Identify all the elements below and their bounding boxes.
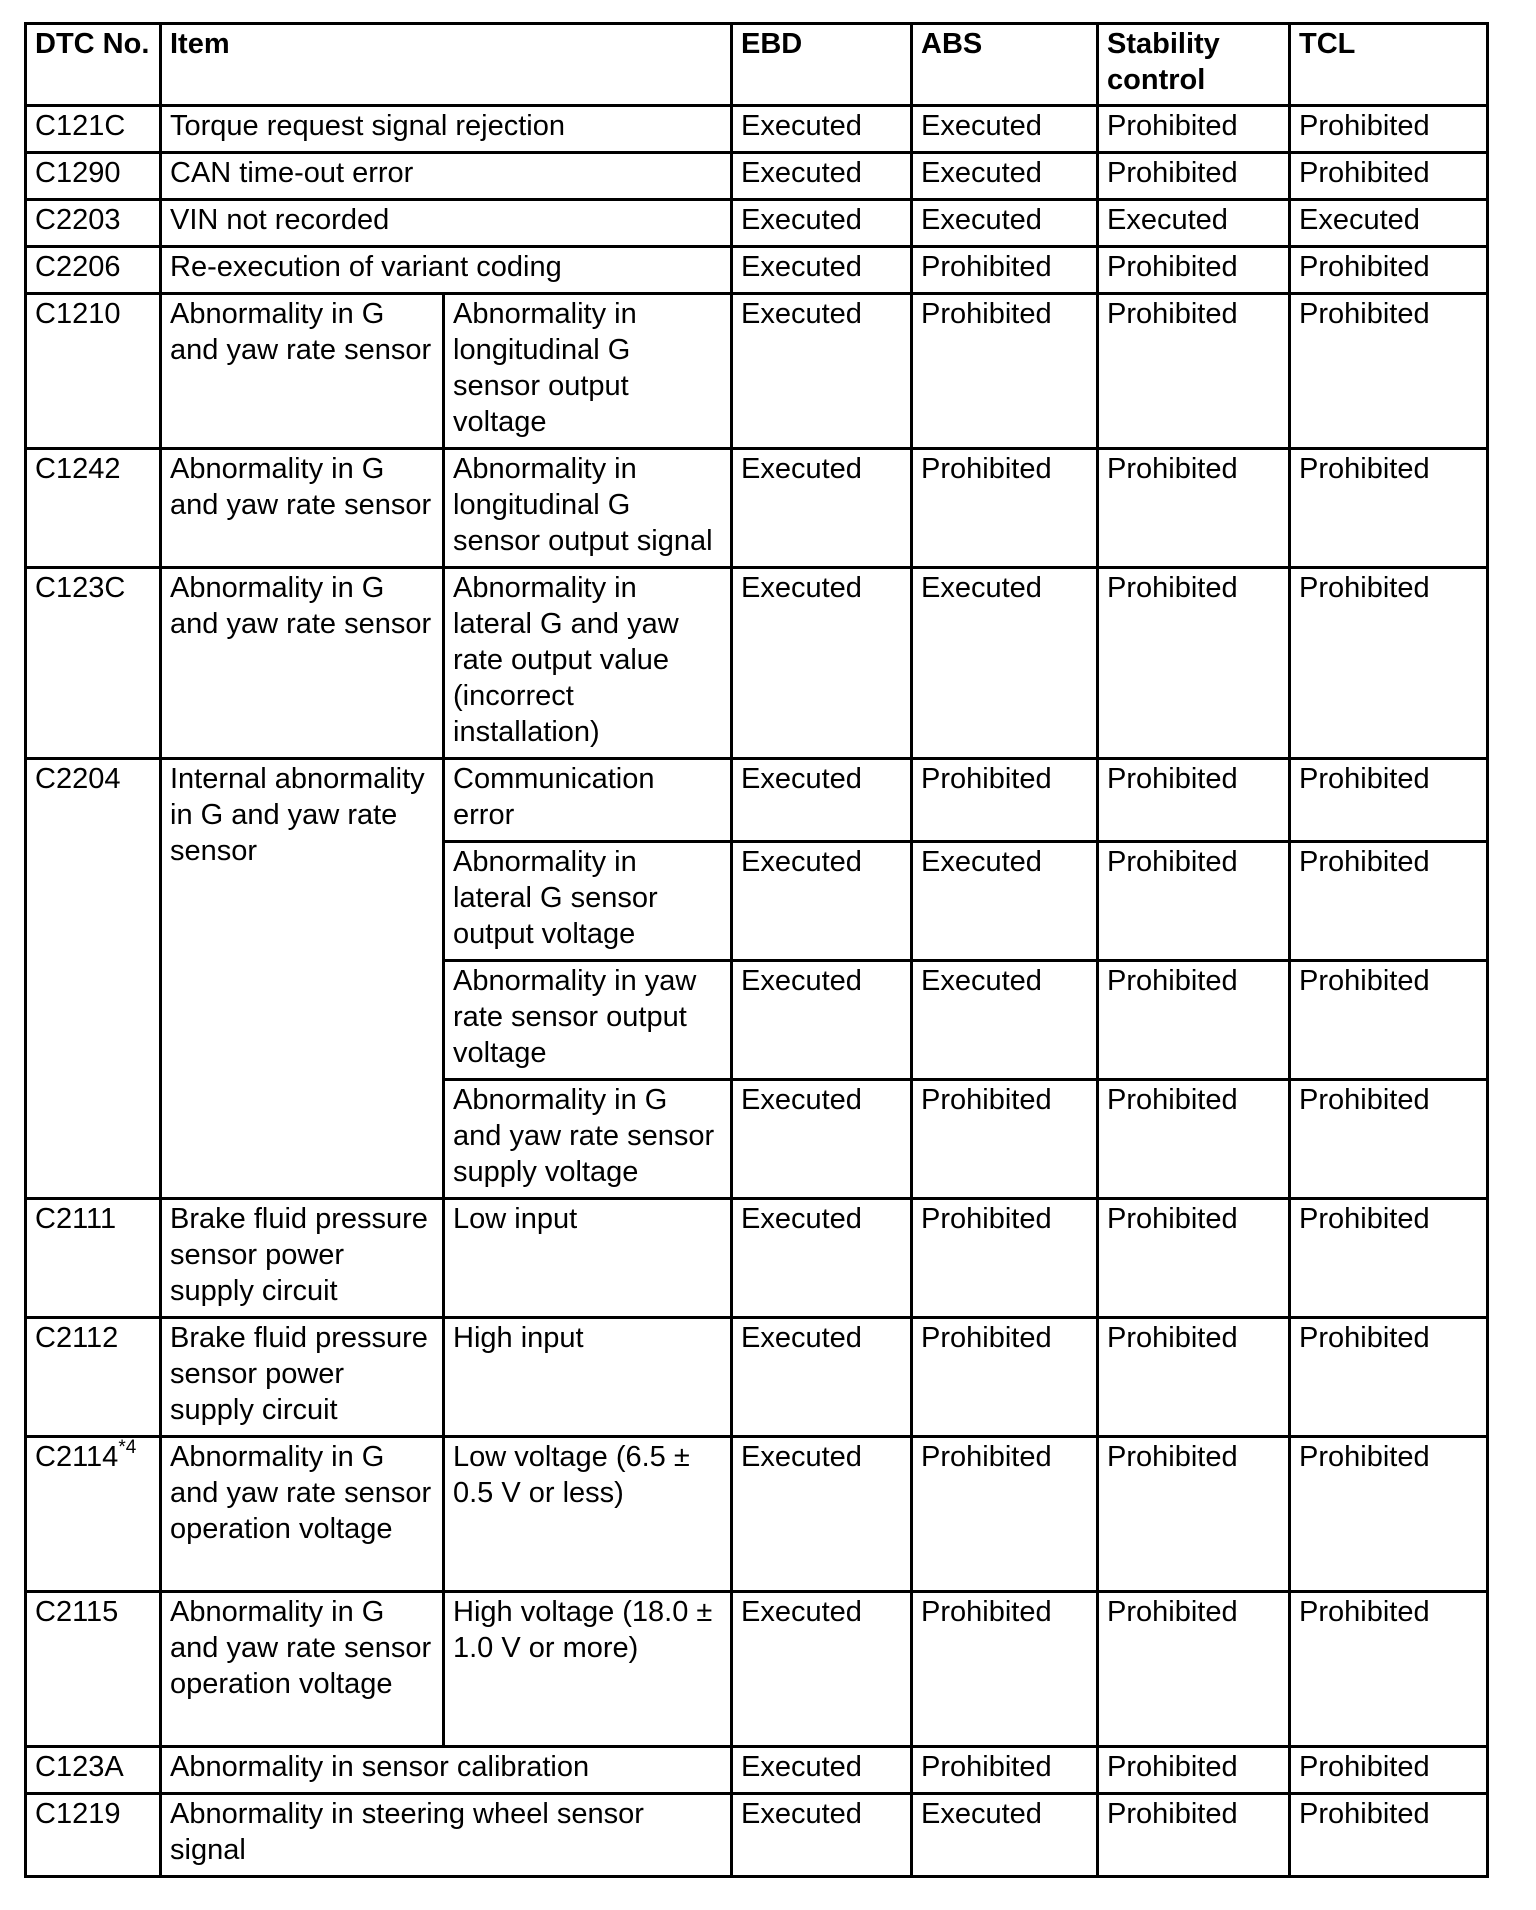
sub-item-cell: Abnormality in longitudinal G sensor output signal bbox=[444, 449, 732, 568]
stability-cell: Prohibited bbox=[1098, 106, 1290, 153]
stability-cell: Prohibited bbox=[1098, 961, 1290, 1080]
item-cell: Brake fluid pressure sensor power supply circuit bbox=[161, 1199, 444, 1318]
tcl-cell: Executed bbox=[1290, 200, 1488, 247]
abs-cell: Executed bbox=[912, 200, 1098, 247]
item-cell: VIN not recorded bbox=[161, 200, 732, 247]
ebd-cell: Executed bbox=[732, 1318, 912, 1437]
ebd-cell: Executed bbox=[732, 1592, 912, 1747]
tcl-cell: Prohibited bbox=[1290, 1318, 1488, 1437]
stability-cell: Prohibited bbox=[1098, 1794, 1290, 1877]
table-row bbox=[26, 106, 1488, 153]
abs-cell: Executed bbox=[912, 1794, 1098, 1877]
tcl-cell: Prohibited bbox=[1290, 247, 1488, 294]
abs-cell: Prohibited bbox=[912, 1747, 1098, 1794]
dtc-cell: C2112 bbox=[26, 1318, 161, 1437]
ebd-cell: Executed bbox=[732, 759, 912, 842]
dtc-cell: C2115 bbox=[26, 1592, 161, 1747]
ebd-cell: Executed bbox=[732, 842, 912, 961]
ebd-cell: Executed bbox=[732, 1199, 912, 1318]
item-cell: Internal abnormality in G and yaw rate sensor bbox=[161, 759, 444, 1199]
sub-item-cell: Low input bbox=[444, 1199, 732, 1318]
abs-cell: Prohibited bbox=[912, 247, 1098, 294]
tcl-cell: Prohibited bbox=[1290, 1080, 1488, 1199]
tcl-cell: Prohibited bbox=[1290, 759, 1488, 842]
item-cell: Torque request signal rejection bbox=[161, 106, 732, 153]
dtc-cell: C123C bbox=[26, 568, 161, 759]
sub-item-cell: High voltage (18.0 ± 1.0 V or more) bbox=[444, 1592, 732, 1747]
sub-item-cell: Abnormality in longitudinal G sensor output voltage bbox=[444, 294, 732, 449]
tcl-cell: Prohibited bbox=[1290, 1199, 1488, 1318]
item-cell: CAN time-out error bbox=[161, 153, 732, 200]
dtc-cell: C121C bbox=[26, 106, 161, 153]
tcl-cell: Prohibited bbox=[1290, 961, 1488, 1080]
header-abs: ABS bbox=[912, 24, 1098, 106]
table-row bbox=[26, 1318, 1488, 1437]
sub-item-cell: Communication error bbox=[444, 759, 732, 842]
tcl-cell: Prohibited bbox=[1290, 1747, 1488, 1794]
ebd-cell: Executed bbox=[732, 1794, 912, 1877]
stability-cell: Prohibited bbox=[1098, 294, 1290, 449]
ebd-cell: Executed bbox=[732, 106, 912, 153]
ebd-cell: Executed bbox=[732, 961, 912, 1080]
abs-cell: Prohibited bbox=[912, 1080, 1098, 1199]
table-row bbox=[26, 1437, 1488, 1592]
table-row bbox=[26, 200, 1488, 247]
table-row bbox=[26, 294, 1488, 449]
sub-item-cell: Low voltage (6.5 ± 0.5 V or less) bbox=[444, 1437, 732, 1592]
header-item: Item bbox=[161, 24, 732, 106]
dtc-cell: C1210 bbox=[26, 294, 161, 449]
stability-cell: Prohibited bbox=[1098, 1592, 1290, 1747]
abs-cell: Prohibited bbox=[912, 449, 1098, 568]
table-row bbox=[26, 759, 1488, 842]
item-cell: Abnormality in steering wheel sensor signal bbox=[161, 1794, 732, 1877]
abs-cell: Executed bbox=[912, 961, 1098, 1080]
stability-cell: Prohibited bbox=[1098, 1080, 1290, 1199]
tcl-cell: Prohibited bbox=[1290, 106, 1488, 153]
stability-cell: Prohibited bbox=[1098, 153, 1290, 200]
dtc-cell: C2203 bbox=[26, 200, 161, 247]
sub-item-cell: Abnormality in lateral G and yaw rate output value (incorrect installation) bbox=[444, 568, 732, 759]
tcl-cell: Prohibited bbox=[1290, 1592, 1488, 1747]
table-row bbox=[26, 247, 1488, 294]
sub-item-cell: Abnormality in lateral G sensor output voltage bbox=[444, 842, 732, 961]
stability-cell: Prohibited bbox=[1098, 1747, 1290, 1794]
item-cell: Abnormality in G and yaw rate sensor operation voltage bbox=[161, 1592, 444, 1747]
stability-cell: Prohibited bbox=[1098, 1437, 1290, 1592]
ebd-cell: Executed bbox=[732, 1437, 912, 1592]
dtc-cell: C123A bbox=[26, 1747, 161, 1794]
item-cell: Brake fluid pressure sensor power supply circuit bbox=[161, 1318, 444, 1437]
table-row bbox=[26, 1199, 1488, 1318]
stability-cell: Prohibited bbox=[1098, 449, 1290, 568]
abs-cell: Prohibited bbox=[912, 1592, 1098, 1747]
tcl-cell: Prohibited bbox=[1290, 449, 1488, 568]
abs-cell: Prohibited bbox=[912, 759, 1098, 842]
dtc-cell: C1242 bbox=[26, 449, 161, 568]
table-row bbox=[26, 1592, 1488, 1747]
tcl-cell: Prohibited bbox=[1290, 1437, 1488, 1592]
tcl-cell: Prohibited bbox=[1290, 842, 1488, 961]
dtc-code: C2114 bbox=[35, 1441, 119, 1473]
stability-cell: Prohibited bbox=[1098, 568, 1290, 759]
item-cell: Abnormality in G and yaw rate sensor operation voltage bbox=[161, 1437, 444, 1592]
ebd-cell: Executed bbox=[732, 153, 912, 200]
dtc-cell: C2111 bbox=[26, 1199, 161, 1318]
header-tcl: TCL bbox=[1290, 24, 1488, 106]
item-cell: Re-execution of variant coding bbox=[161, 247, 732, 294]
ebd-cell: Executed bbox=[732, 1747, 912, 1794]
sub-item-cell: Abnormality in yaw rate sensor output voltage bbox=[444, 961, 732, 1080]
dtc-cell: C1290 bbox=[26, 153, 161, 200]
abs-cell: Prohibited bbox=[912, 1318, 1098, 1437]
table-row bbox=[26, 568, 1488, 759]
item-cell: Abnormality in sensor calibration bbox=[161, 1747, 732, 1794]
stability-cell: Prohibited bbox=[1098, 759, 1290, 842]
abs-cell: Prohibited bbox=[912, 294, 1098, 449]
table-row bbox=[26, 1747, 1488, 1794]
header-stability: Stability control bbox=[1098, 24, 1290, 106]
dtc-cell: C2204 bbox=[26, 759, 161, 1199]
table-row bbox=[26, 153, 1488, 200]
sub-item-cell: Abnormality in G and yaw rate sensor supply voltage bbox=[444, 1080, 732, 1199]
abs-cell: Executed bbox=[912, 153, 1098, 200]
stability-cell: Prohibited bbox=[1098, 1318, 1290, 1437]
item-cell: Abnormality in G and yaw rate sensor bbox=[161, 294, 444, 449]
abs-cell: Executed bbox=[912, 842, 1098, 961]
ebd-cell: Executed bbox=[732, 1080, 912, 1199]
dtc-cell: C1219 bbox=[26, 1794, 161, 1877]
stability-cell: Executed bbox=[1098, 200, 1290, 247]
item-cell: Abnormality in G and yaw rate sensor bbox=[161, 568, 444, 759]
item-cell: Abnormality in G and yaw rate sensor bbox=[161, 449, 444, 568]
dtc-cell: C2206 bbox=[26, 247, 161, 294]
stability-cell: Prohibited bbox=[1098, 247, 1290, 294]
dtc-cell bbox=[26, 1437, 161, 1592]
header-ebd: EBD bbox=[732, 24, 912, 106]
abs-cell: Prohibited bbox=[912, 1199, 1098, 1318]
ebd-cell: Executed bbox=[732, 449, 912, 568]
tcl-cell: Prohibited bbox=[1290, 1794, 1488, 1877]
header-dtc: DTC No. bbox=[26, 24, 161, 106]
abs-cell: Executed bbox=[912, 568, 1098, 759]
ebd-cell: Executed bbox=[732, 247, 912, 294]
footnote-marker: *4 bbox=[118, 1437, 137, 1459]
table-row bbox=[26, 449, 1488, 568]
stability-cell: Prohibited bbox=[1098, 1199, 1290, 1318]
tcl-cell: Prohibited bbox=[1290, 568, 1488, 759]
tcl-cell: Prohibited bbox=[1290, 294, 1488, 449]
sub-item-cell: High input bbox=[444, 1318, 732, 1437]
ebd-cell: Executed bbox=[732, 294, 912, 449]
table-header-row bbox=[26, 24, 1488, 106]
stability-cell: Prohibited bbox=[1098, 842, 1290, 961]
table-row bbox=[26, 1794, 1488, 1877]
tcl-cell: Prohibited bbox=[1290, 153, 1488, 200]
abs-cell: Executed bbox=[912, 106, 1098, 153]
abs-cell: Prohibited bbox=[912, 1437, 1098, 1592]
ebd-cell: Executed bbox=[732, 200, 912, 247]
dtc-table bbox=[24, 22, 1489, 1878]
ebd-cell: Executed bbox=[732, 568, 912, 759]
